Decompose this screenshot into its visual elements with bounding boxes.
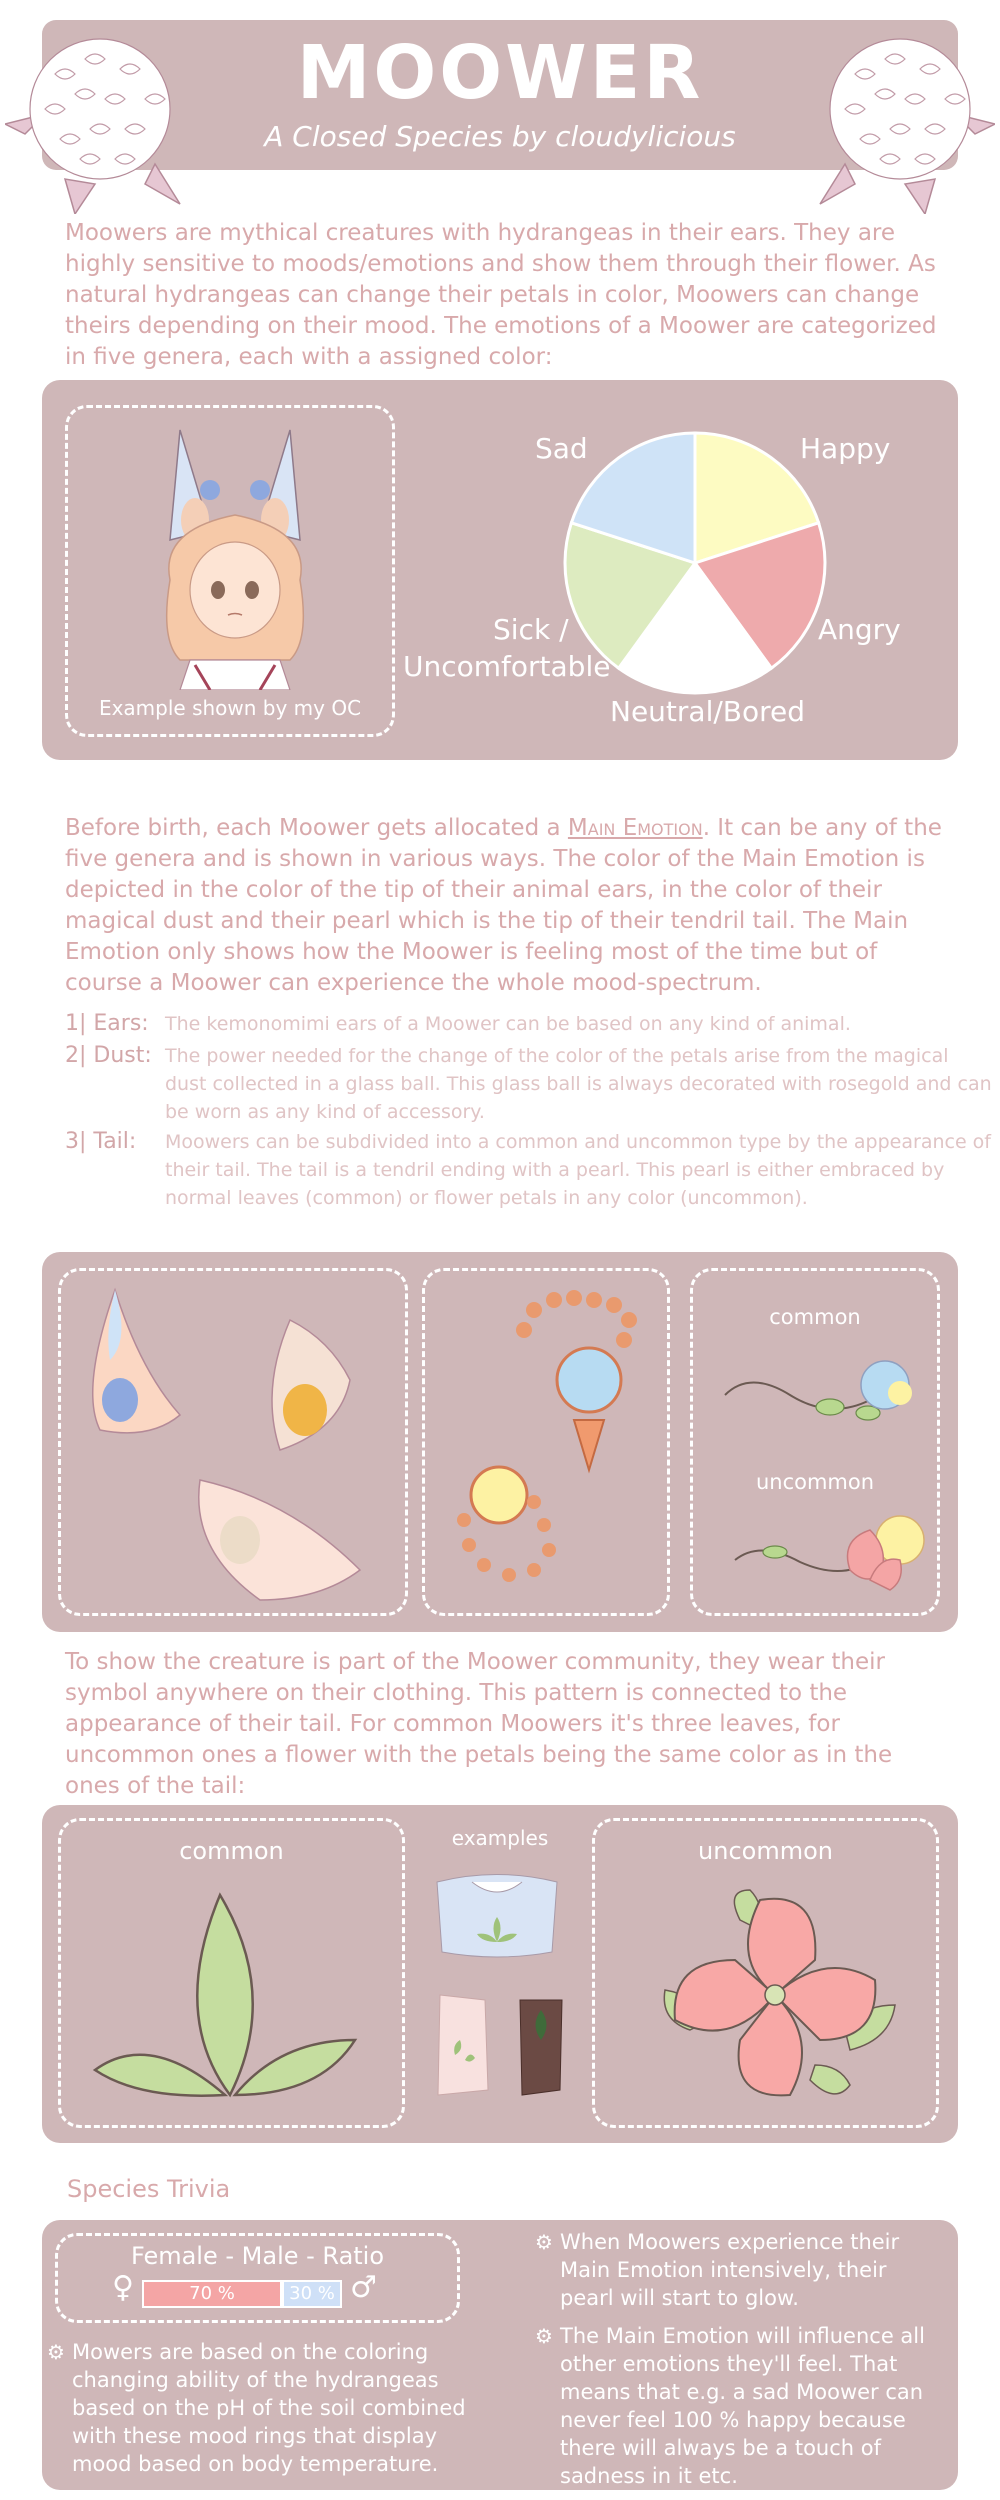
trivia-bullet-left-text: Mowers are based on the coloring changing ability of the hydrangeas based on the pH of the soil combined with these mood rings that display mood based on body temperature. <box>72 2340 466 2476</box>
trivia-bullet-right-1 <box>535 2228 945 2312</box>
feature-ears-text: The kemonomimi ears of a Moower can be based on any kind of animal. <box>165 1013 851 1035</box>
trivia-bullet-left <box>47 2338 467 2478</box>
main-emotion-paragraph <box>65 813 945 999</box>
ratio-bar-male <box>282 2280 342 2308</box>
label-neutral: Neutral/Bored <box>610 695 806 728</box>
gear-bullet-icon: ⚙ <box>47 2340 65 2364</box>
example-clothing-3 <box>510 1995 572 2105</box>
feature-dust <box>65 1042 992 1128</box>
gear-bullet-icon: ⚙ <box>535 2230 553 2254</box>
label-happy: Happy <box>800 432 891 465</box>
example-clothing-1 <box>432 1872 562 1962</box>
symbol-paragraph: To show the creature is part of the Moower community, they wear their symbol anywhere on their clothing. This pattern is connected to the appearance of their tail. For common Moowers it's three leaves, for uncommon ones a flower with the petals being the same color as in the ones of the tail: <box>65 1649 893 1799</box>
main-emotion-text-after: . It can be any of the five genera and is shown in various ways. The color of the Main Emotion is depicted in the color of the tip of their animal ears, in the color of their magical dust and their pearl which is the tip of their tendril tail. The Main Emotion only shows how the Moower is feeling most of the time but of course a Moower can experience the whole mood-spectrum. <box>65 815 942 996</box>
male-percent: 30 % <box>289 2283 335 2304</box>
feature-ears <box>65 1010 945 1040</box>
label-sad: Sad <box>535 432 588 465</box>
examples-label: examples <box>451 1826 549 1850</box>
example-caption: Example shown by my OC <box>98 696 362 720</box>
feature-ears-label: 1| Ears: <box>65 1011 149 1036</box>
feature-tail <box>65 1128 991 1214</box>
common-leaves-symbol <box>80 1885 380 2105</box>
tail-common-label: common <box>769 1305 861 1329</box>
female-symbol: ♀ <box>112 2270 134 2305</box>
main-emotion-text-before: Before birth, each Moower gets allocated a <box>65 815 568 841</box>
gear-bullet-icon: ⚙ <box>535 2324 553 2348</box>
trivia-bullet-right-2 <box>535 2322 945 2490</box>
dust-pendant-illustration <box>424 1270 668 1614</box>
uncommon-flower-symbol <box>650 1880 900 2110</box>
ratio-bar <box>142 2280 342 2308</box>
trivia-bullet-right-1-text: When Moowers experience their Main Emotion intensively, their pearl will start to glow. <box>560 2230 900 2310</box>
feature-tail-label: 3| Tail: <box>65 1129 137 1154</box>
common-symbol-label: common <box>179 1837 284 1865</box>
intro-paragraph: Moowers are mythical creatures with hydrangeas in their ears. They are highly sensitive to moods/emotions and show them through their flower. As natural hydrangeas can change their petals in color, Moowers can change theirs depending on their mood. The emotions of a Moower are categorized in five genera, each with a assigned color: <box>65 220 937 370</box>
ratio-title: Female - Male - Ratio <box>130 2242 385 2270</box>
feature-dust-text: The power needed for the change of the color of the petals arise from the magical dust collected in a glass ball. This glass ball is always decorated with rosegold and can be worn as any kind of accessory. <box>165 1045 992 1123</box>
uncommon-tail-illustration <box>730 1500 930 1600</box>
feature-tail-text: Moowers can be subdivided into a common and uncommon type by the appearance of their tail. The tail is a tendril ending with a pearl. This pearl is either embraced by normal leaves (common) or flower petals in any color (uncommon). <box>165 1131 991 1209</box>
label-sick-line2: Uncomfortable <box>403 650 611 683</box>
page-title: MOOWER <box>296 30 704 116</box>
trivia-bullet-right-2-text: The Main Emotion will influence all other emotions they'll feel. That means that e.g. a sad Moower can never feel 100 % happy because there will always be a touch of sadness in it etc. <box>560 2324 925 2488</box>
example-clothing-2 <box>430 1990 495 2100</box>
feature-dust-label: 2| Dust: <box>65 1043 152 1068</box>
male-symbol: ♂ <box>350 2270 377 2305</box>
oc-character-illustration <box>140 410 330 690</box>
common-tail-illustration <box>720 1345 920 1435</box>
female-percent: 70 % <box>189 2283 235 2304</box>
main-emotion-term: Main Emotion <box>567 815 703 841</box>
label-angry: Angry <box>818 613 901 646</box>
uncommon-symbol-label: uncommon <box>698 1837 833 1865</box>
tail-uncommon-label: uncommon <box>755 1470 875 1494</box>
page-subtitle: A Closed Species by cloudylicious <box>264 120 736 153</box>
ratio-bar-female <box>142 2280 282 2308</box>
ears-illustration <box>60 1270 405 1614</box>
label-sick-line1: Sick / <box>493 613 569 646</box>
trivia-heading: Species Trivia <box>67 2175 231 2203</box>
